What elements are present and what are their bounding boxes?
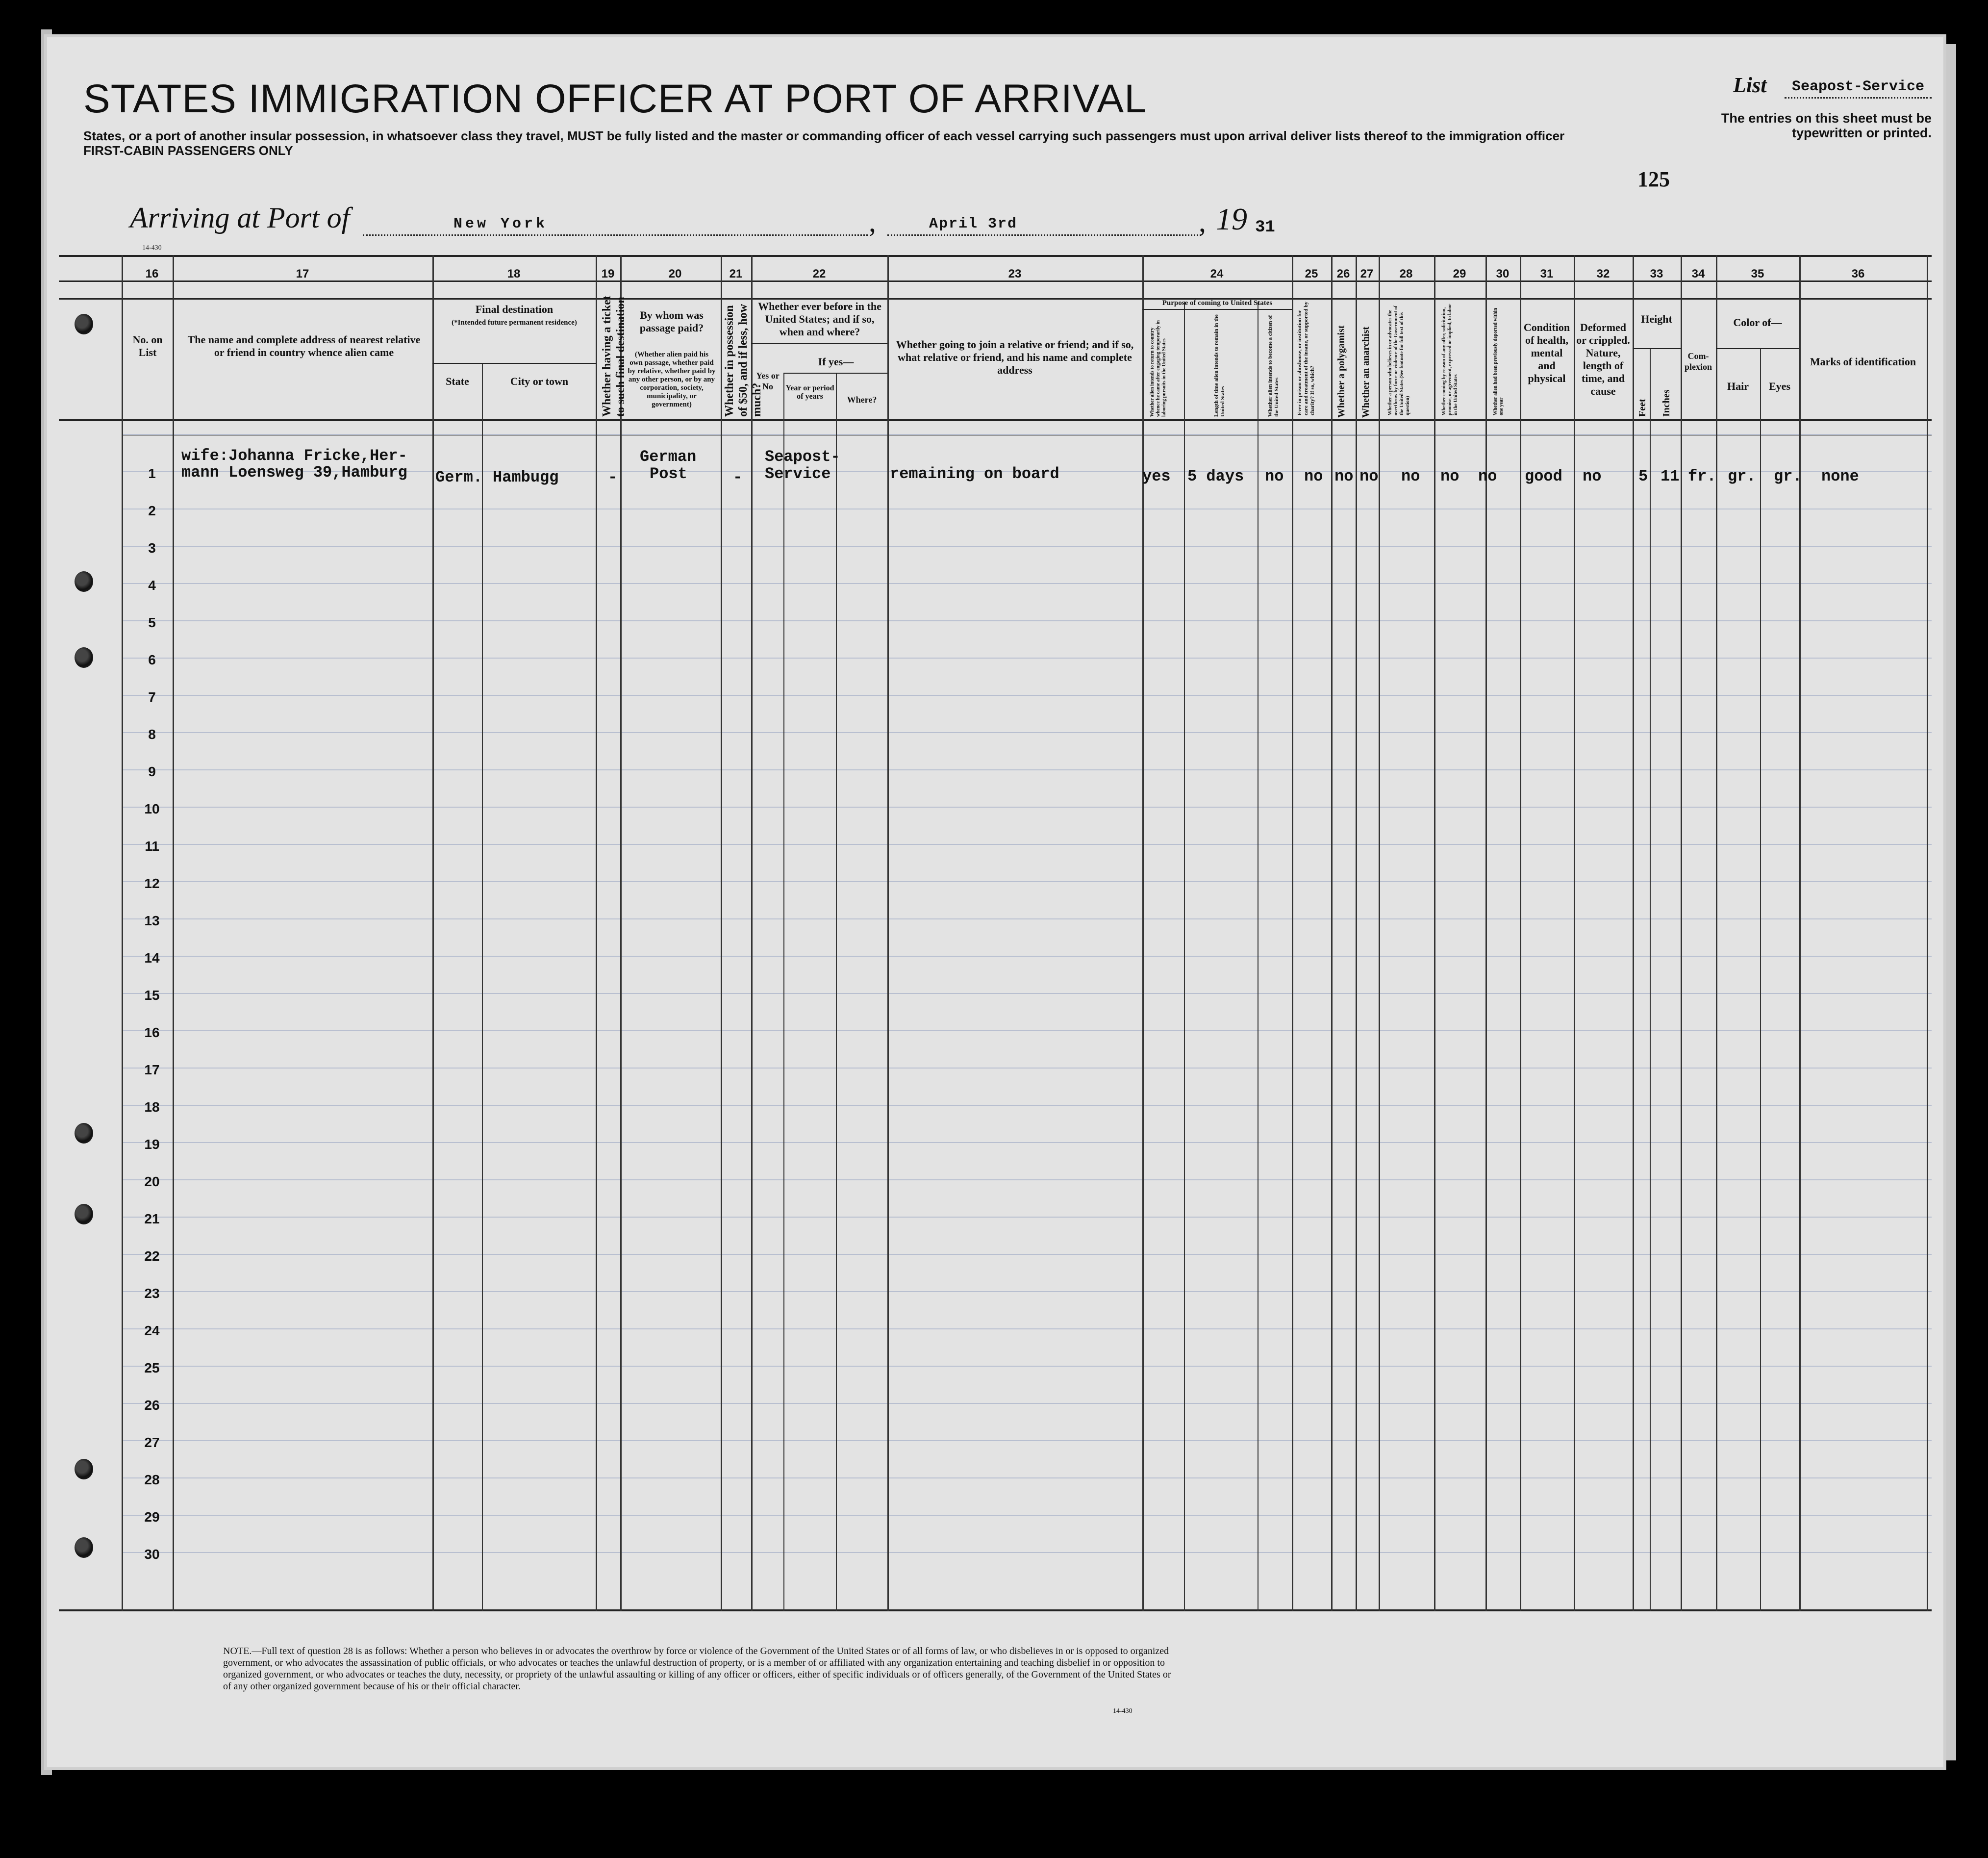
row-ruling [123, 769, 1932, 770]
header-inches: Inches [1661, 389, 1672, 417]
row-number: 6 [148, 652, 156, 667]
entry-before-line2: Service [765, 465, 831, 483]
row-ruling [123, 1403, 1932, 1404]
column-line [482, 363, 483, 1611]
column-line [1356, 255, 1357, 1611]
column-number: 27 [1360, 267, 1374, 280]
arriving-label: Arriving at Port of [130, 202, 350, 234]
entry-eyes: gr. [1774, 467, 1802, 485]
row-ruling [123, 1477, 1932, 1478]
entry-health: good [1525, 467, 1562, 485]
row-ruling [123, 1142, 1932, 1143]
intro-line-2: FIRST-CABIN PASSENGERS ONLY [83, 143, 293, 158]
column-number: 30 [1496, 267, 1510, 280]
header-q29: Whether coming by reason of any offer, solicitation, promise, or agreement, expressed or implied, to labor in the United States [1441, 304, 1459, 415]
row-ruling [123, 1552, 1932, 1553]
column-line [596, 255, 597, 1611]
row-number: 10 [144, 801, 160, 816]
row-ruling [123, 918, 1932, 919]
entry-purpose-citizen: no [1265, 467, 1284, 485]
entry-feet: 5 [1638, 467, 1648, 485]
header-final-destination-note: (*Intended future permanent residence) [452, 319, 577, 327]
column-line [1331, 255, 1333, 1611]
row-number: 29 [144, 1509, 160, 1525]
column-line [1520, 255, 1521, 1611]
punch-hole [75, 314, 93, 334]
header-split [783, 373, 887, 374]
sheet-number: 125 [1637, 167, 1670, 191]
column-line [721, 255, 722, 1611]
header-health: Condition of health, mental and physical [1523, 321, 1570, 384]
row-ruling [123, 1068, 1932, 1069]
entry-inches: 11 [1661, 467, 1680, 485]
port-value: New York [453, 216, 548, 232]
header-purpose: Purpose of coming to United States [1162, 299, 1273, 307]
row-ruling [123, 881, 1932, 882]
header-split [1716, 348, 1799, 349]
entry-state: Germ. [435, 468, 483, 486]
row-number: 19 [144, 1137, 160, 1152]
column-line [1799, 255, 1801, 1611]
header-split [432, 363, 596, 364]
row-ruling [123, 434, 1932, 435]
column-line [1927, 255, 1928, 1611]
entry-passage-line2: Post [650, 465, 687, 483]
header-yes-no: Yes or No [756, 371, 780, 391]
row-number: 26 [144, 1398, 160, 1413]
row-number: 22 [144, 1248, 160, 1264]
table-top-rule [59, 255, 1932, 257]
column-line [1434, 255, 1435, 1611]
entry-marks: none [1821, 467, 1859, 485]
column-line [1574, 255, 1575, 1611]
form-code: 14-430 [142, 244, 162, 252]
header-hair: Hair [1727, 380, 1749, 392]
column-line [1681, 255, 1682, 1611]
header-feet: Feet [1637, 399, 1648, 417]
entry-relative-line1: wife:Johanna Fricke,Her- [181, 447, 407, 465]
row-ruling [123, 844, 1932, 845]
entry-passage-line1: German [640, 448, 697, 466]
row-ruling [123, 620, 1932, 621]
column-line [1716, 255, 1717, 1611]
entry-complexion: fr. [1688, 467, 1716, 485]
column-number: 32 [1596, 267, 1610, 280]
row-number: 17 [144, 1062, 160, 1077]
row-ruling [123, 1105, 1932, 1106]
entry-polygamist: no [1334, 467, 1354, 485]
row-ruling [123, 732, 1932, 733]
column-number: 25 [1305, 267, 1318, 280]
row-ruling [123, 1328, 1932, 1329]
entry-q29: no [1440, 467, 1460, 485]
row-number: 11 [145, 839, 159, 854]
column-line [1760, 348, 1761, 1611]
header-possession: Whether in possession of $50, and if less, how much? [723, 304, 763, 417]
column-line [887, 255, 889, 1611]
header-top-rule [59, 298, 1932, 300]
form-title: STATES IMMIGRATION OFFICER AT PORT OF ARRIVAL [83, 76, 1147, 121]
header-ticket: Whether having a ticket to such final destination [601, 296, 627, 417]
entry-relative-line2: mann Loensweg 39,Hamburg [181, 463, 407, 482]
footnote: NOTE.—Full text of question 28 is as follows: Whether a person who believes in or advocates the overthrow by force or violence of the Government of the United States or of all forms of law, or who disbelieves in or is opposed to organized government, or who advocates the assassination of public officials, or who advocates or teaches the unlawful destruction of property, or is a member of or affiliated with any organization entertaining and teaching disbelief in or opposition to organized government, or who advocates or teaches the duty, necessity, or propriety of the unlawful assaulting or killing of any officer or officers, either of specific individuals or of officers generally, of the Government of the United States or of any other organized government because of his or their official character. [223, 1646, 1171, 1692]
row-number: 18 [144, 1099, 160, 1115]
row-number: 21 [144, 1211, 160, 1226]
row-number: 7 [148, 689, 156, 705]
year-prefix: 19 [1216, 202, 1247, 236]
header-anarchist: Whether an anarchist [1360, 327, 1371, 418]
entry-ticket: - [608, 468, 618, 486]
row-ruling [123, 1291, 1932, 1292]
port-underline [363, 234, 868, 236]
column-number: 17 [296, 267, 309, 280]
column-line [122, 255, 123, 1611]
row-ruling [123, 695, 1932, 696]
column-line [1292, 255, 1293, 1611]
year-suffix: 31 [1255, 218, 1275, 237]
header-passage: By whom was passage paid? [639, 309, 704, 334]
entry-purpose-return: yes [1142, 467, 1171, 485]
page-edge-right [1946, 44, 1956, 1760]
row-number: 16 [144, 1025, 160, 1040]
row-number: 14 [144, 950, 160, 966]
column-line [1633, 255, 1634, 1611]
header-no-on-list: No. on List [132, 333, 163, 358]
column-number: 36 [1851, 267, 1865, 280]
date-underline [887, 234, 1201, 236]
punch-hole [75, 1123, 93, 1144]
column-line [836, 373, 837, 1611]
punch-hole [75, 1537, 93, 1558]
entry-anarchist: no [1359, 467, 1379, 485]
row-ruling [123, 1440, 1932, 1441]
header-before: Whether ever before in the United States; and if so, when and where? [758, 300, 881, 338]
header-join-relative: Whether going to join a relative or friend; and if so, what relative or friend, and his name and complete address [896, 338, 1134, 376]
row-number: 25 [144, 1360, 160, 1375]
column-line [1485, 255, 1487, 1611]
column-line [751, 255, 753, 1611]
list-label: List [1733, 73, 1767, 97]
row-number: 2 [148, 503, 156, 518]
row-number: 15 [144, 988, 160, 1003]
entry-purpose-length: 5 days [1187, 467, 1244, 485]
row-number: 12 [144, 876, 160, 891]
column-number: 24 [1210, 267, 1224, 280]
header-purpose-length: Length of time alien intends to remain in the United States [1213, 314, 1226, 417]
row-ruling [123, 993, 1932, 994]
list-value: Seapost-Service [1792, 78, 1925, 95]
column-number: 33 [1650, 267, 1663, 280]
column-number: 20 [668, 267, 682, 280]
row-ruling [123, 1030, 1932, 1031]
column-number: 31 [1540, 267, 1554, 280]
date-value: April 3rd [929, 216, 1018, 232]
row-number: 20 [144, 1174, 160, 1189]
column-number: 22 [812, 267, 826, 280]
row-ruling [123, 1515, 1932, 1516]
row-ruling [123, 807, 1932, 808]
column-line [620, 255, 622, 1611]
entry-city: Hambugg [493, 468, 559, 486]
row-ruling [123, 1254, 1932, 1255]
row-ruling [123, 1366, 1932, 1367]
entry-hair: gr. [1728, 467, 1756, 485]
header-height: Height [1641, 313, 1672, 325]
column-number: 19 [601, 267, 615, 280]
header-where: Where? [847, 395, 877, 405]
comma: , [869, 205, 876, 238]
row-number: 27 [144, 1435, 160, 1450]
row-ruling [123, 546, 1932, 547]
column-number: 23 [1008, 267, 1022, 280]
punch-hole [75, 1204, 93, 1224]
header-prison: Ever in prison or almshouse, or institution for care and treatment of the insane, or supported by charity? If so, which? [1297, 302, 1315, 415]
column-number: 29 [1453, 267, 1466, 280]
footer-form-code: 14-430 [1113, 1707, 1132, 1715]
entry-deformed: no [1583, 467, 1602, 485]
column-line [432, 255, 434, 1611]
header-if-yes: If yes— [818, 356, 854, 368]
punch-hole [75, 571, 93, 592]
header-passage-note: (Whether alien paid his own passage, whether paid by relative, whether paid by any other person, or by any corporation, society, municipality, or government) [628, 351, 716, 408]
column-line [1184, 302, 1185, 1611]
row-number: 28 [144, 1472, 160, 1487]
row-number: 4 [148, 578, 156, 593]
column-number: 34 [1691, 267, 1705, 280]
column-number: 35 [1751, 267, 1764, 280]
column-number: 28 [1399, 267, 1413, 280]
header-q30: Whether alien had been previously deported within one year [1493, 307, 1504, 415]
header-split [1142, 309, 1292, 310]
header-final-destination: Final destination [475, 303, 554, 315]
column-number: 18 [507, 267, 521, 280]
row-number: 30 [144, 1547, 160, 1562]
punch-hole [75, 1459, 93, 1479]
column-number: 21 [729, 267, 743, 280]
list-underline [1785, 97, 1932, 99]
header-color-of: Color of— [1733, 316, 1782, 329]
entry-join: remaining on board [890, 465, 1059, 483]
row-ruling [123, 658, 1932, 659]
column-number: 16 [145, 267, 159, 280]
column-number: 26 [1336, 267, 1350, 280]
entry-possession: - [733, 468, 743, 486]
entry-q28: no [1401, 467, 1420, 485]
row-ruling [123, 583, 1932, 584]
column-line [1650, 348, 1651, 1611]
row-number: 23 [144, 1286, 160, 1301]
row-number: 5 [148, 615, 156, 630]
entry-q30: no [1478, 467, 1497, 485]
entry-before-line1: Seapost- [765, 448, 840, 466]
row-number: 9 [148, 764, 156, 779]
header-purpose-return: Whether alien intends to return to country whence he came after engaging temporarily in laboring pursuits in the United States [1150, 320, 1167, 417]
row-ruling [123, 1217, 1932, 1218]
row-number: 24 [144, 1323, 160, 1338]
header-state: State [446, 375, 469, 387]
row-ruling [123, 956, 1932, 957]
header-marks: Marks of identification [1810, 356, 1916, 368]
row-number: 3 [148, 540, 156, 556]
comma: , [1199, 205, 1206, 238]
row-number: 1 [148, 466, 156, 481]
header-deformed: Deformed or crippled. Nature, length of time, and cause [1576, 321, 1630, 397]
entries-note: The entries on this sheet must be typewritten or printed. [1721, 111, 1932, 140]
manifest-sheet [44, 34, 1946, 1770]
header-polygamist: Whether a polygamist [1336, 325, 1347, 418]
table-bottom-rule [59, 1609, 1932, 1611]
column-line [1379, 255, 1380, 1611]
form-intro [83, 128, 1701, 158]
header-year-period: Year or period of years [785, 384, 834, 401]
column-line [783, 373, 784, 1611]
header-complexion: Com-plexion [1684, 351, 1712, 372]
column-line [1142, 255, 1144, 1611]
header-relative: The name and complete address of nearest relative or friend in country whence alien came [187, 333, 421, 358]
entry-prison: no [1304, 467, 1323, 485]
header-split [1633, 348, 1681, 349]
header-purpose-citizen: Whether alien intends to become a citizen of the United States [1267, 315, 1280, 417]
intro-line-1: States, or a port of another insular possession, in whatsoever class they travel, MUST be fully listed and the master or commanding officer of each vessel carrying such passengers must upon arrival deliver lists thereof to the immigration officer [83, 128, 1565, 143]
punch-hole [75, 647, 93, 668]
row-number: 8 [148, 727, 156, 742]
header-split [751, 343, 887, 344]
row-ruling [123, 1179, 1932, 1180]
row-number: 13 [144, 913, 160, 928]
header-q28: Whether a person who believes in or advocates the overthrow by force or violence of the Government of the United States (See footnote for full text of this question) [1387, 305, 1410, 415]
header-eyes: Eyes [1769, 380, 1790, 392]
header-city: City or town [510, 375, 569, 387]
header-bottom-rule [59, 419, 1932, 421]
